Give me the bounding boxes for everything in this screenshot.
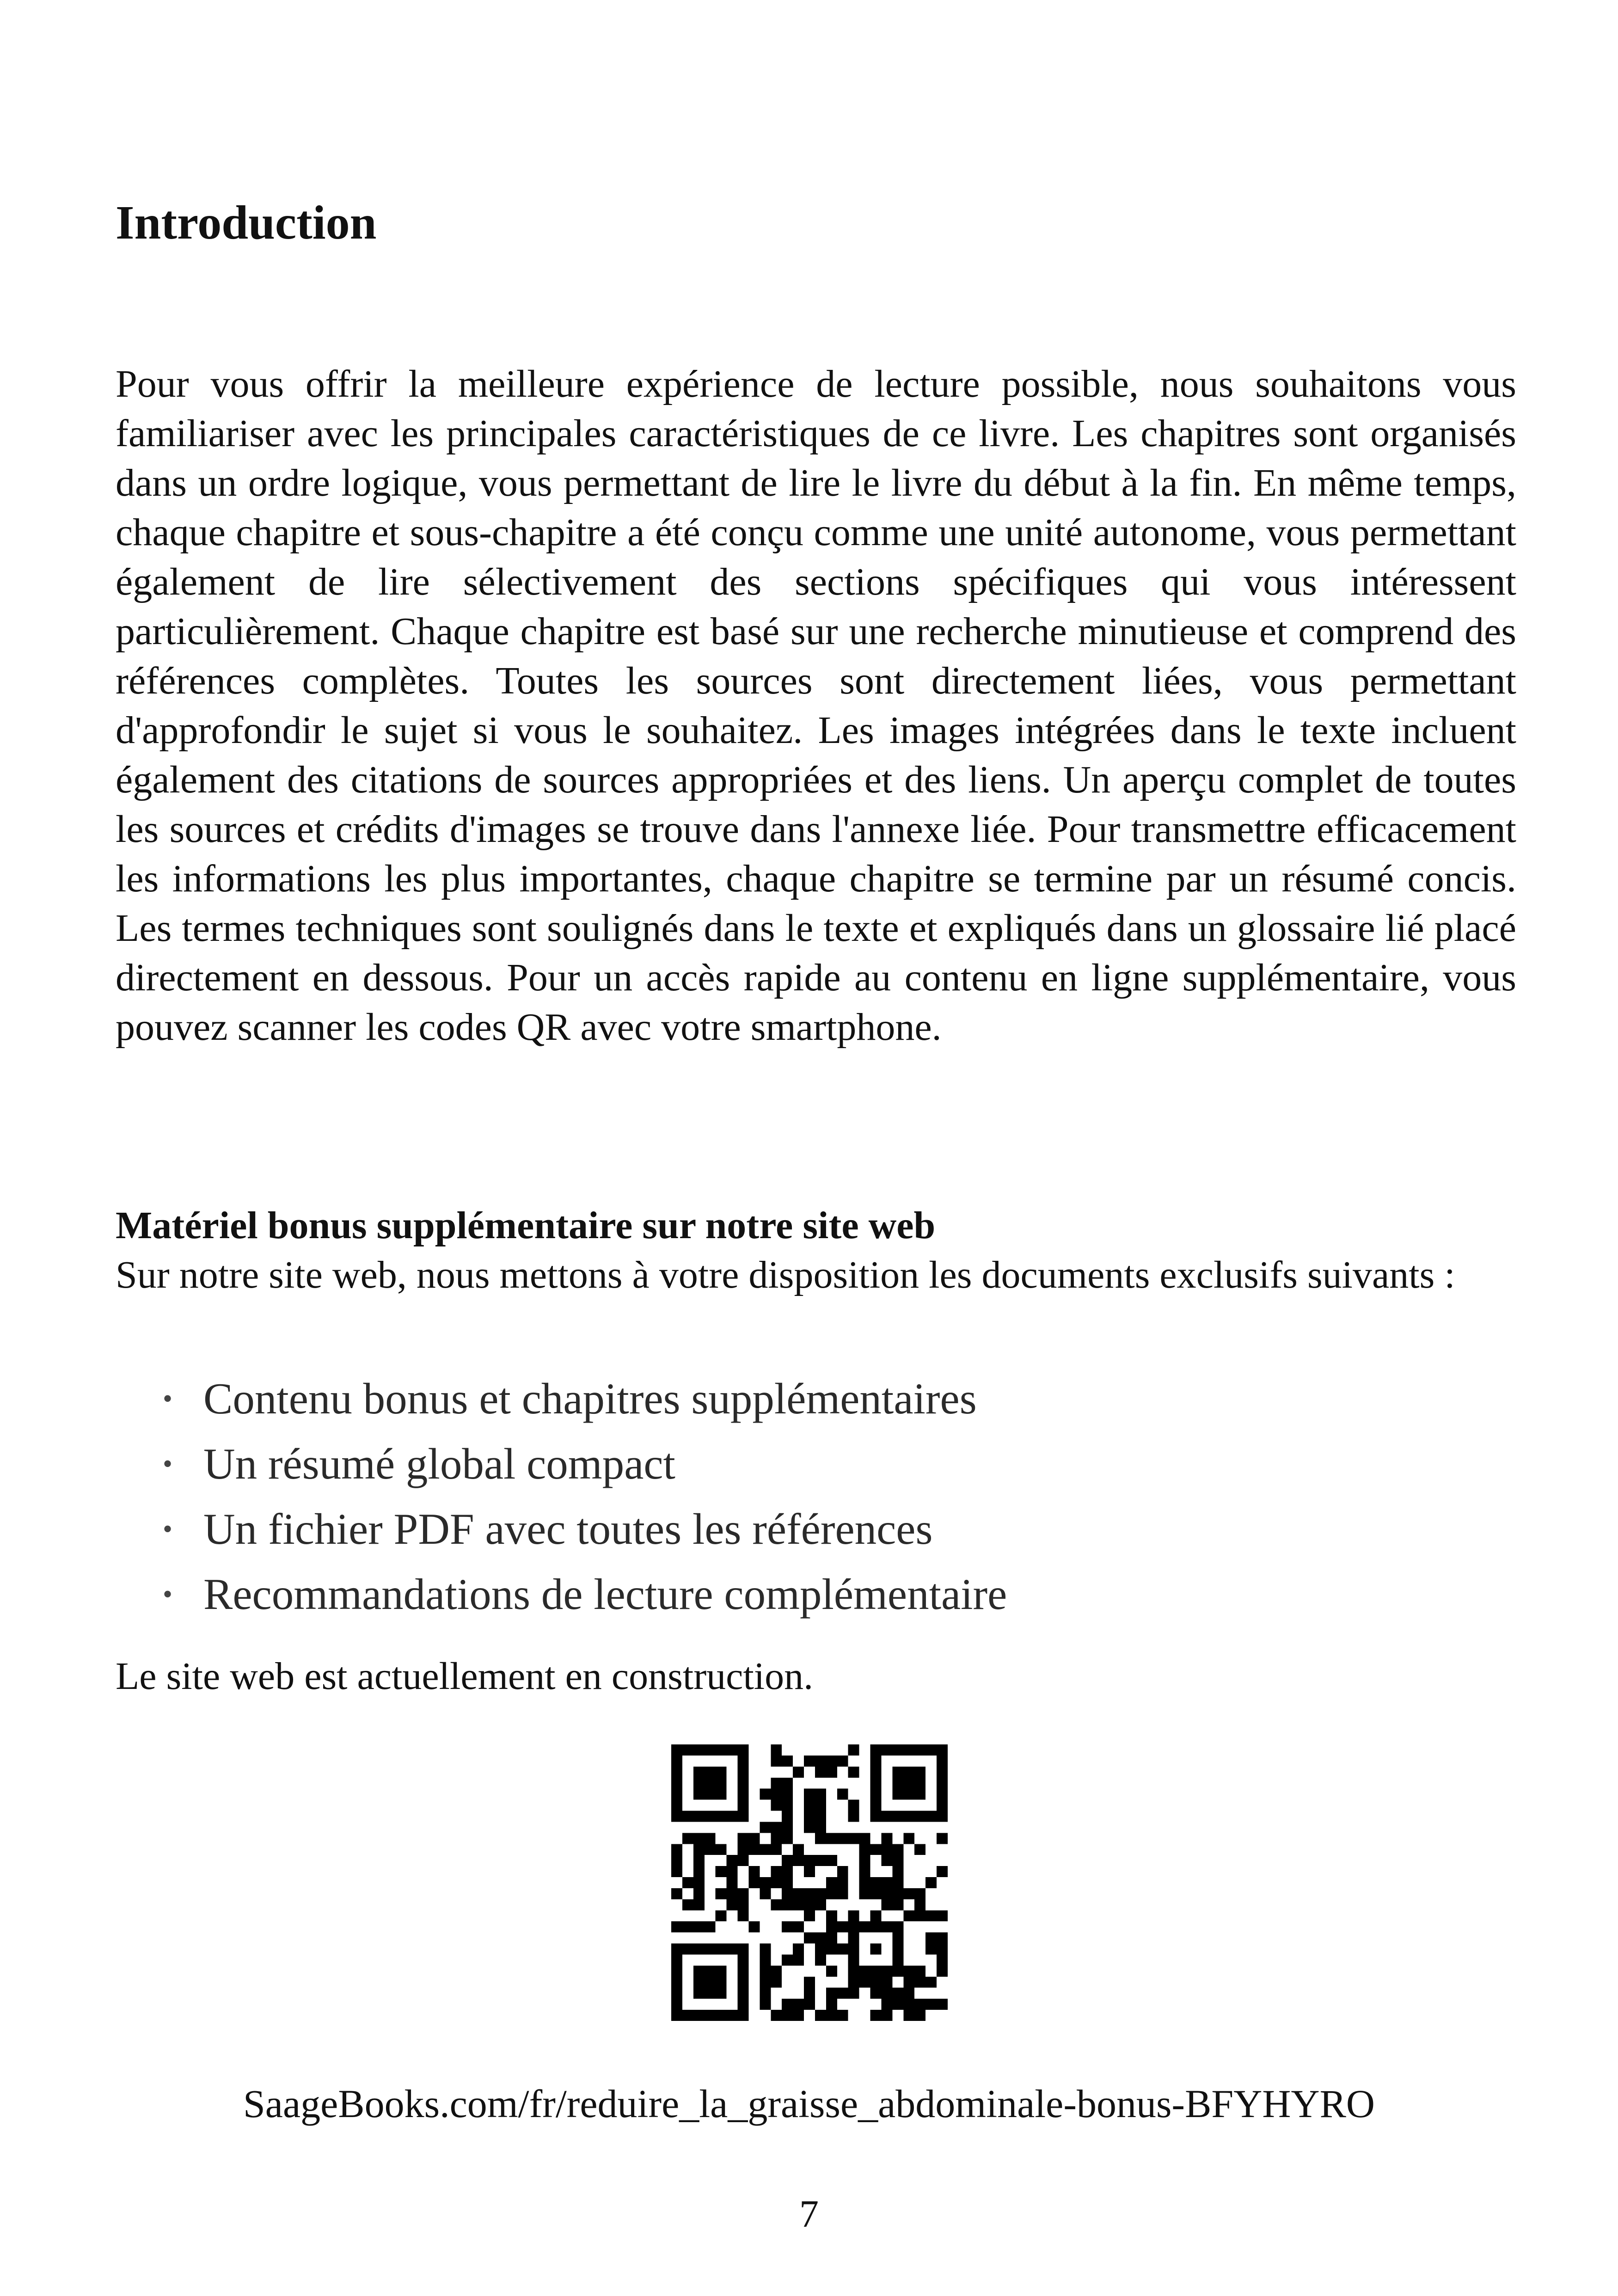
bonus-list — [153, 1366, 1007, 1627]
list-item — [153, 1497, 1007, 1562]
list-item-label: Recommandations de lecture complémentaire — [203, 1570, 1007, 1619]
list-item-label: Un fichier PDF avec toutes les références — [203, 1504, 933, 1553]
list-item-label: Contenu bonus et chapitres supplémentaires — [203, 1374, 977, 1423]
bonus-url-link[interactable]: SaageBooks.com/fr/reduire_la_graisse_abdominale-bonus-BFYHYRO — [243, 2081, 1375, 2126]
bonus-section-title: Matériel bonus supplémentaire sur notre site web — [116, 1204, 936, 1247]
list-item-label: Un résumé global compact — [203, 1439, 675, 1488]
bullet-icon: • — [163, 1579, 173, 1609]
list-item — [153, 1366, 1007, 1431]
bonus-paragraph: Sur notre site web, nous mettons à votre disposition les documents exclusifs suivants : — [116, 1253, 1455, 1296]
construction-note: Le site web est actuellement en construction. — [116, 1655, 814, 1698]
list-item — [153, 1562, 1007, 1627]
bullet-icon: • — [163, 1383, 173, 1414]
page-number: 7 — [799, 2192, 819, 2235]
bullet-icon: • — [163, 1449, 173, 1479]
list-item — [153, 1431, 1007, 1497]
qr-code-icon[interactable] — [671, 1744, 948, 2021]
bullet-icon: • — [163, 1514, 173, 1544]
intro-paragraph: Pour vous offrir la meilleure expérience de lecture possible, nous souhaitons vous familiariser avec les principales caractéristiques de ce livre. Les chapitres sont organisés dans un ordre logique, vous permettant de lire le livre du début à la fin. En même temps, chaque chapitre et sous-chapitre a été conçu comme une unité autonome, vous permettant également de lire sélectivement des sections spécifiques qui vous intéressent particulièrement. Chaque chapitre est basé sur une recherche minutieuse et comprend des références complètes. Toutes les sources sont directement liées, vous permettant d'approfondir le sujet si vous le souhaitez. Les images intégrées dans le texte incluent également des citations de sources appropriées et des liens. Un aperçu complet de toutes les sources et crédits d'images se trouve dans l'annexe liée. Pour transmettre efficacement les informations les plus importantes, chaque chapitre se termine par un résumé concis. Les termes techniques sont soulignés dans le texte et expliqués dans un glossaire lié placé directement en dessous. Pour un accès rapide au contenu en ligne supplémentaire, vous pouvez scanner les codes QR avec votre smartphone. — [116, 362, 1516, 1049]
page-title: Introduction — [116, 196, 377, 249]
